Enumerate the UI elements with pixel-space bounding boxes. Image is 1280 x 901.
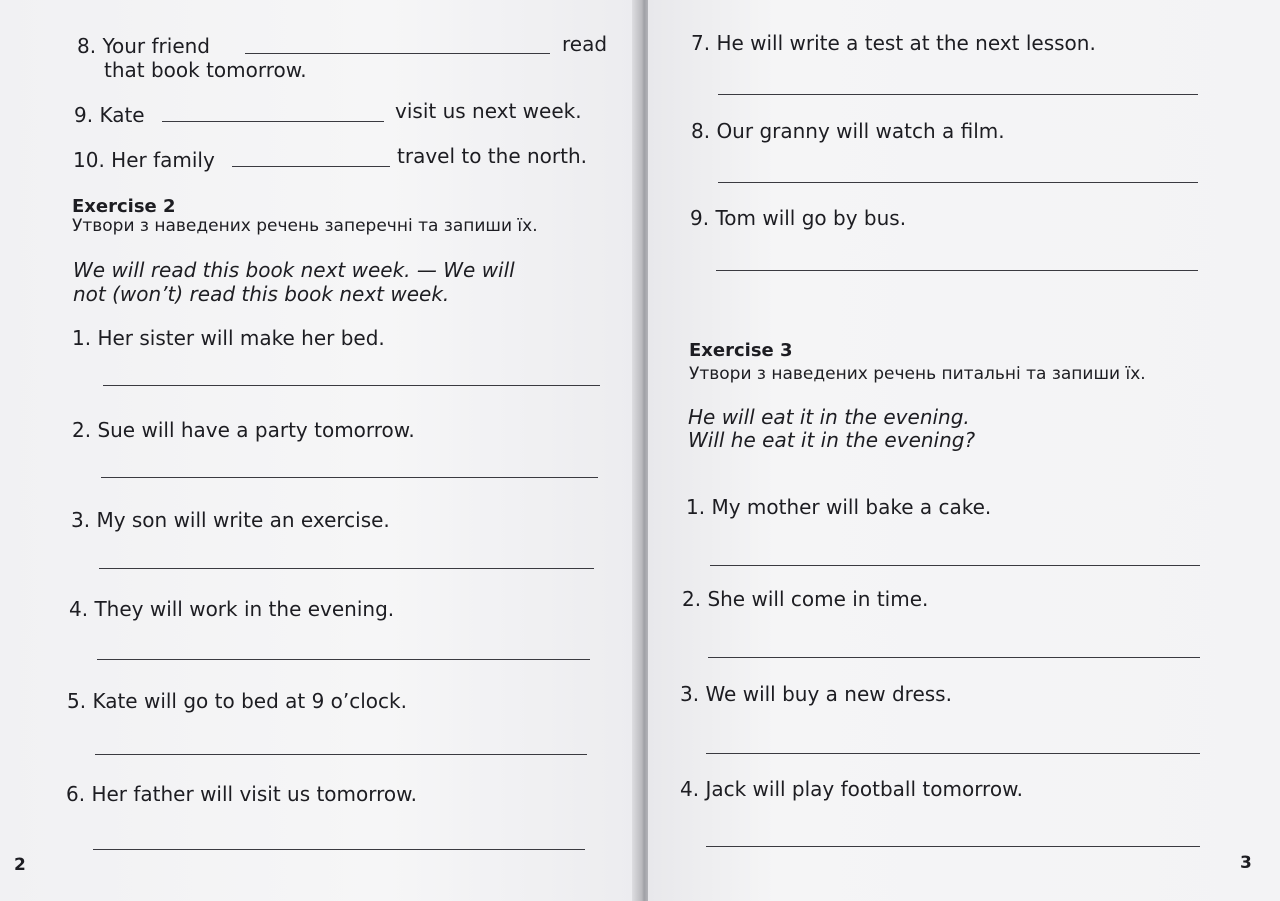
answer-line bbox=[93, 849, 585, 850]
exercise3-item-2: 2. She will come in time. bbox=[682, 587, 929, 611]
page-number-right: 3 bbox=[1240, 853, 1252, 873]
item8-post: read bbox=[562, 32, 608, 56]
right-page bbox=[648, 0, 1280, 901]
exercise3-title: Exercise 3 bbox=[689, 340, 793, 361]
exercise2-example-line1: We will read this book next week. — We will bbox=[73, 258, 515, 282]
item8-pre: 8. Your friend bbox=[77, 34, 210, 58]
item9-top: 9. Tom will go by bus. bbox=[690, 206, 907, 230]
item10-blank bbox=[232, 166, 390, 167]
page-number-left: 2 bbox=[14, 855, 26, 875]
item8-top: 8. Our granny will watch a film. bbox=[691, 119, 1005, 143]
item10-post: travel to the north. bbox=[397, 144, 587, 168]
item10-pre: 10. Her family bbox=[73, 148, 215, 172]
item9-pre: 9. Kate bbox=[74, 103, 145, 127]
exercise2-title: Exercise 2 bbox=[72, 196, 176, 217]
exercise2-item-1: 1. Her sister will make her bed. bbox=[72, 326, 385, 350]
item8-cont: that book tomorrow. bbox=[104, 58, 307, 82]
exercise2-item-6: 6. Her father will visit us tomorrow. bbox=[66, 782, 418, 806]
exercise2-example-line2: not (won’t) read this book next week. bbox=[73, 282, 450, 306]
exercise2-item-2: 2. Sue will have a party tomorrow. bbox=[72, 418, 415, 442]
answer-line bbox=[101, 477, 598, 478]
answer-line bbox=[716, 270, 1198, 271]
answer-line bbox=[718, 94, 1198, 95]
answer-line bbox=[710, 565, 1200, 566]
exercise3-example-line1: He will eat it in the evening. bbox=[688, 405, 970, 429]
answer-line bbox=[95, 754, 587, 755]
exercise3-instruction: Утвори з наведених речень питальні та запиши їх. bbox=[689, 364, 1146, 384]
answer-line bbox=[706, 846, 1200, 847]
exercise2-item-4: 4. They will work in the evening. bbox=[69, 597, 395, 621]
exercise2-item-5: 5. Kate will go to bed at 9 o’clock. bbox=[67, 689, 407, 713]
answer-line bbox=[97, 659, 590, 660]
item9-post: visit us next week. bbox=[395, 99, 582, 123]
exercise3-item-4: 4. Jack will play football tomorrow. bbox=[680, 777, 1023, 801]
exercise2-instruction: Утвори з наведених речень заперечні та запиши їх. bbox=[72, 216, 538, 236]
answer-line bbox=[718, 182, 1198, 183]
exercise3-example-line2: Will he eat it in the evening? bbox=[688, 428, 976, 452]
exercise3-item-1: 1. My mother will bake a cake. bbox=[686, 495, 992, 519]
item9-blank bbox=[162, 121, 384, 122]
item8-blank bbox=[245, 53, 550, 54]
item7-top: 7. He will write a test at the next lesson. bbox=[691, 31, 1096, 55]
answer-line bbox=[99, 568, 594, 569]
answer-line bbox=[708, 657, 1200, 658]
exercise2-item-3: 3. My son will write an exercise. bbox=[71, 508, 390, 532]
answer-line bbox=[706, 753, 1200, 754]
answer-line bbox=[103, 385, 600, 386]
exercise3-item-3: 3. We will buy a new dress. bbox=[680, 682, 952, 706]
